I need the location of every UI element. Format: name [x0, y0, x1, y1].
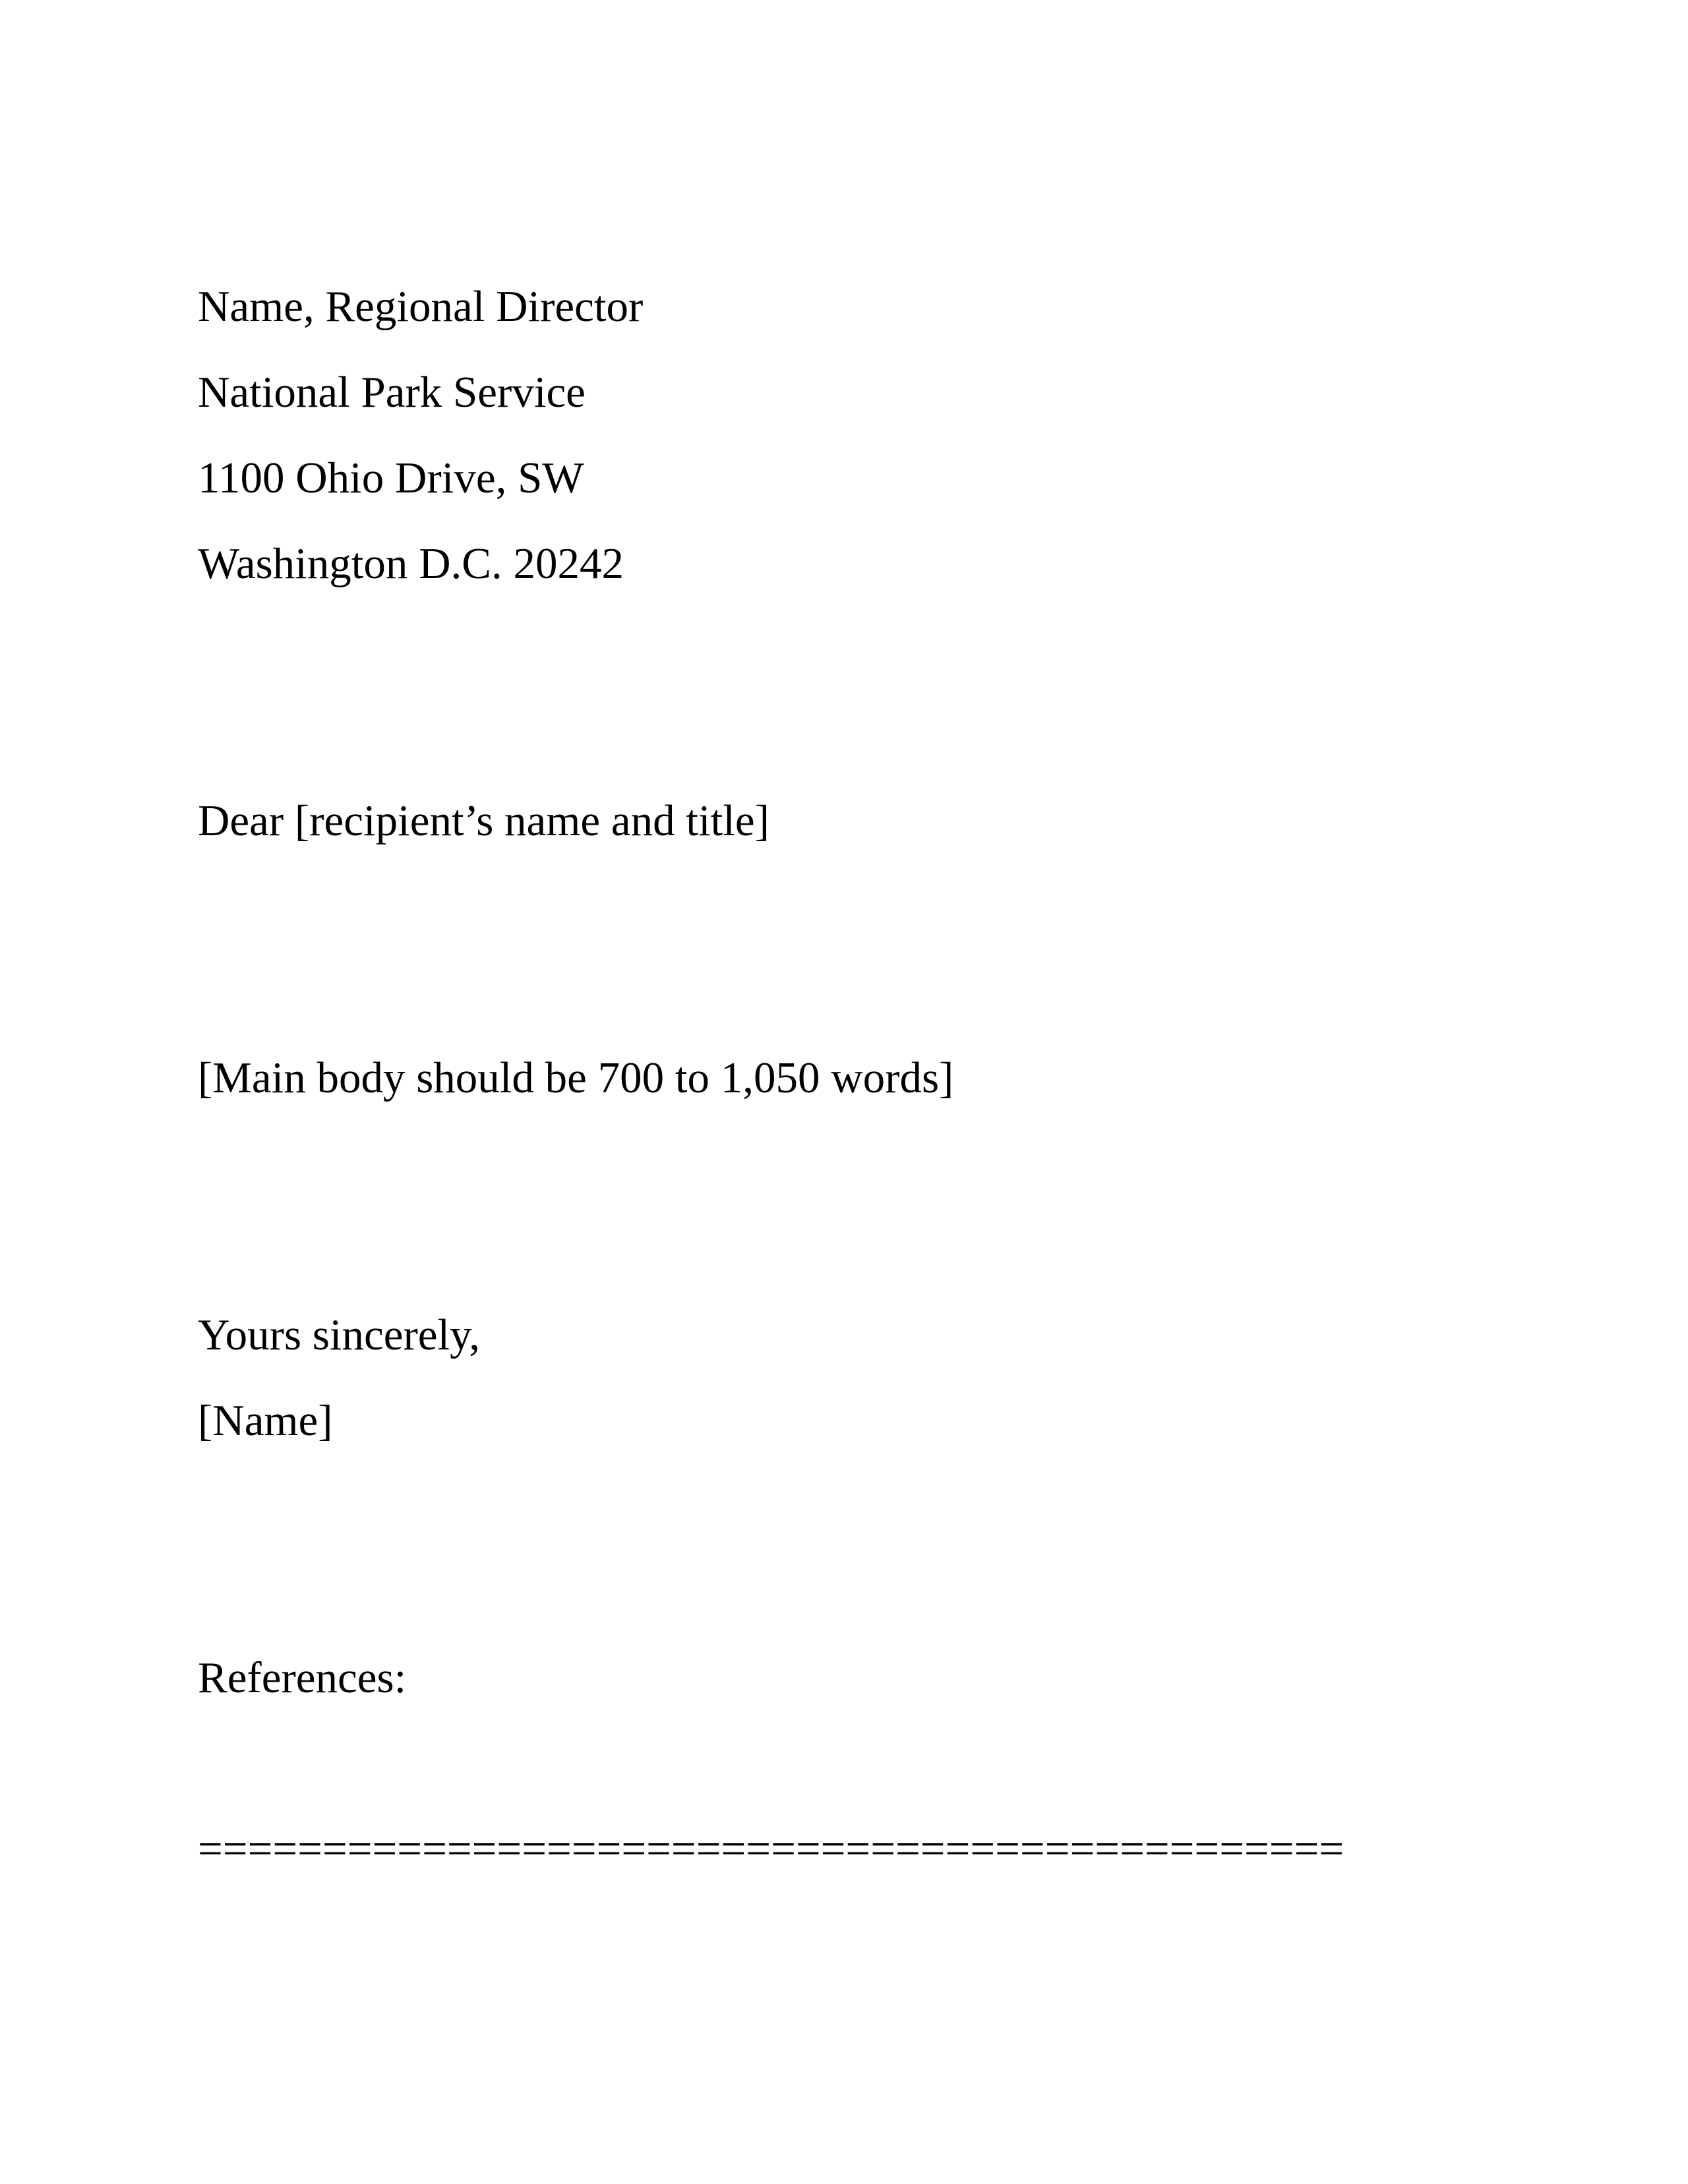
recipient-city-zip: Washington D.C. 20242: [198, 539, 624, 588]
separator-line: ==============================================: [198, 1825, 1344, 1874]
references-heading: References:: [198, 1653, 407, 1702]
signature-placeholder: [Name]: [198, 1396, 333, 1445]
body-placeholder: [Main body should be 700 to 1,050 words]: [198, 1053, 954, 1102]
recipient-street-address: 1100 Ohio Drive, SW: [198, 454, 584, 502]
recipient-name-title: Name, Regional Director: [198, 282, 644, 331]
salutation: Dear [recipient’s name and title]: [198, 796, 769, 845]
recipient-organization: National Park Service: [198, 368, 586, 417]
closing: Yours sincerely,: [198, 1311, 481, 1359]
